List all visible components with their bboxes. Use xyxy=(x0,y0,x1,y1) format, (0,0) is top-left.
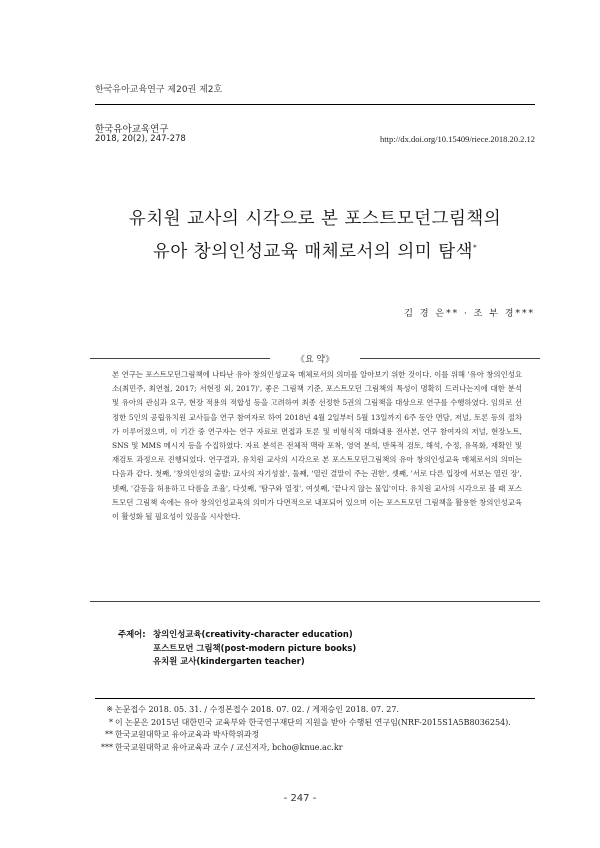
footnote-text: 한국교원대학교 유아교육과 교수 / 교신저자, bcho@knue.ac.kr xyxy=(115,742,343,752)
footnote-text: 논문접수 2018. 05. 31. / 수정본접수 2018. 07. 02. / 게재승인 2018. 07. 27. xyxy=(115,705,399,714)
title-footnote-mark: * xyxy=(473,244,478,253)
abstract-bottom-rule xyxy=(90,601,540,602)
journal-name: 한국유아교육연구 xyxy=(95,124,169,135)
header-divider xyxy=(95,104,535,105)
keyword-item: 포스트모던 그림책(post-modern picture books) xyxy=(153,642,357,653)
footnote xyxy=(95,717,535,730)
footnote-divider xyxy=(95,698,535,699)
footnote xyxy=(95,704,535,717)
footnote-text: 한국교원대학교 유아교육과 박사학위과정 xyxy=(115,730,260,740)
keywords xyxy=(118,628,356,669)
footnote xyxy=(95,742,535,755)
paper-title-line-1 xyxy=(95,205,535,230)
keyword-row xyxy=(118,642,356,656)
authors: 김 경 은** · 조 부 경*** xyxy=(404,309,535,319)
footnote xyxy=(95,729,535,742)
keyword-row xyxy=(118,628,356,642)
running-head: 한국유아교육연구 제20권 제2호 xyxy=(95,85,223,95)
doi-link[interactable]: http://dx.doi.org/10.15409/riece.2018.20.2.12 xyxy=(380,134,535,144)
footnote-mark: *** xyxy=(101,742,113,752)
footnotes xyxy=(95,704,535,754)
footnote-mark: ※ xyxy=(106,705,113,714)
footnote-mark: * xyxy=(109,717,113,727)
abstract-body: 본 연구는 포스트모던그림책에 나타난 유아 창의인성교육 매체로서의 의미를 알아보기 위한 것이다. 이를 위해 '유아 창의인성요소(최민주, 최연철, 2017; 서현정 외, 2017)', 좋은 그림책 기준, 포스트모던 그림책의 특성이 명확히 드러나는지에 대한 분석 및 유아의 관심과 요구, 현장 적용의 적합성 등을 고려하여 최종 선정한 5권의 그림책을 대상으로 연구를 수행하였다. 임의로 선정한 5인의 공립유치원 교사들을 연구 참여자로 하여 2018년 4월 2일부터 5월 13일까지 6주 동안 면담, 저널, 토론 등의 절차가 이루어졌으며, 이 기간 중 연구자는 연구 자료로 면접과 토론 및 비형식적 대화내용 전사본, 연구 참여자의 저널, 현장노트, SNS 및 MMS 메시지 등을 수집하였다. 자료 분석은 전체적 맥락 포착, 영역 분석, 반복적 검토, 해석, 수정, 유목화, 재확인 및 재검토 과정으로 진행되었다. 연구결과, 유치원 교사의 시각으로 본 포스트모던그림책의 유아 창의인성교육 매체로서의 의미는 다음과 같다. 첫째, '창의인성의 출발: 교사의 자기성찰', 둘째, '열린 결말이 주는 권한', 셋째, '서로 다른 입장에 서보는 열린 장', 넷째, '갈등을 허용하고 다름을 조율', 다섯째, '탐구와 열정', 여섯째, '끝나지 않는 물입'이다. 유치원 교사의 시각으로 볼 때 포스트모던 그림책 속에는 유아 창의인성교육의 의미가 다면적으로 내포되어 있으며 이는 포스트모던 그림책을 활용한 창의인성교육이 활성화 될 필요성이 있음을 시사한다. xyxy=(112,370,522,522)
journal-citation: 2018, 20(2), 247-278 xyxy=(95,134,186,144)
title-line-2-text: 유아 창의인성교육 매체로서의 의미 탐색 xyxy=(152,242,474,262)
keywords-label: 주제어: xyxy=(118,629,146,639)
footnote-text: 이 논문은 2015년 대한민국 교육부와 한국연구재단의 지원을 받아 수행된 연구임(NRF-2015S1A5B8036254). xyxy=(115,717,511,727)
keyword-item: 창의인성교육(creativity-character education) xyxy=(153,629,353,639)
title-line-1-text: 유치원 교사의 시각으로 본 포스트모던그림책의 xyxy=(128,209,502,229)
page-number: - 247 - xyxy=(283,793,317,804)
abstract-heading-label: 《요 약》 xyxy=(295,355,335,365)
footnote-mark: ** xyxy=(105,730,113,740)
paper-title-line-2 xyxy=(95,238,535,263)
abstract-heading xyxy=(90,352,540,364)
abstract-heading-rule-right xyxy=(360,358,540,359)
abstract-heading-rule-left xyxy=(90,358,270,359)
keyword-row xyxy=(118,655,356,669)
keyword-item: 유치원 교사(kindergarten teacher) xyxy=(153,656,305,666)
